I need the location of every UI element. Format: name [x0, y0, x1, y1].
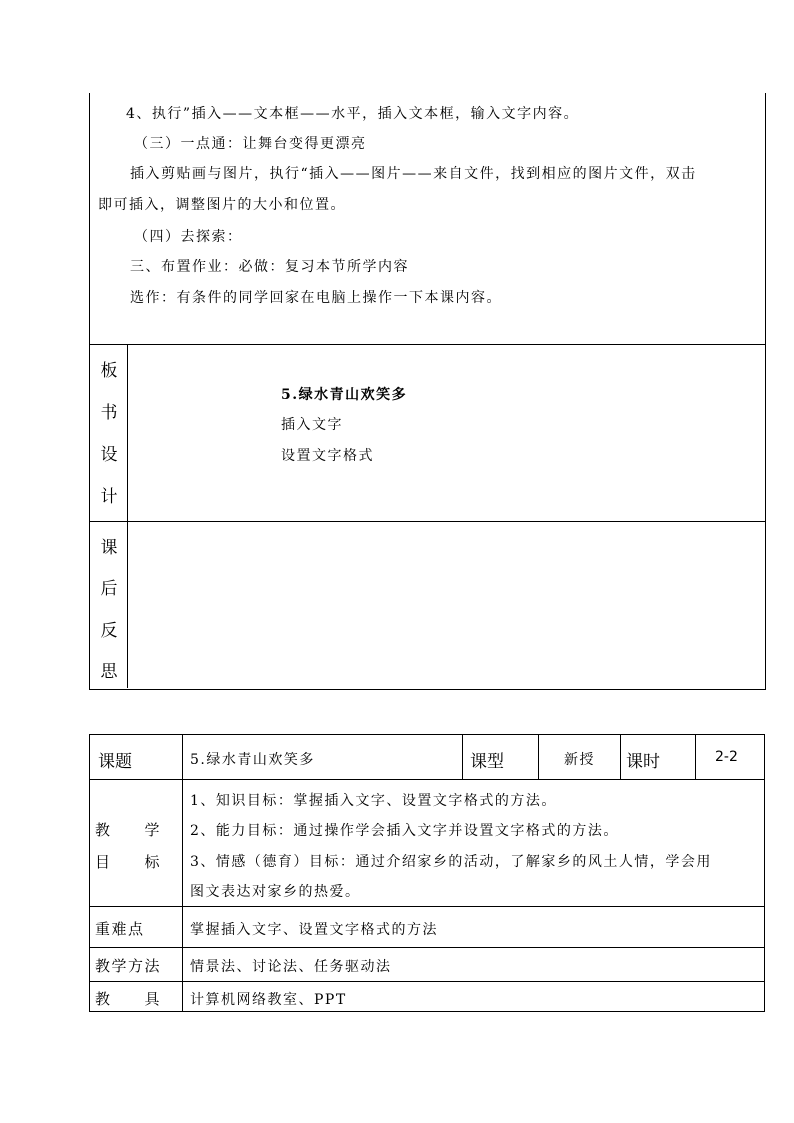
- key-points-label: 重难点: [95, 920, 145, 938]
- topic-label: 课题: [98, 752, 132, 772]
- teaching-process-cell: [90, 93, 765, 345]
- board-design-item: 插入文字: [281, 417, 343, 433]
- process-line-5: （四）去探索：: [134, 229, 243, 245]
- column-divider: [620, 735, 621, 779]
- topic-value: 5.绿水青山欢笑多: [190, 752, 315, 768]
- method-label: 教学方法: [95, 957, 162, 975]
- goal-line: 3、情感（德育）目标：通过介绍家乡的活动，了解家乡的风土人情，学会用: [190, 854, 712, 870]
- goal-line: 1、知识目标：掌握插入文字、设置文字格式的方法。: [190, 793, 557, 809]
- reflection-label-char: 后: [100, 579, 118, 599]
- process-line-6: 三、布置作业：必做：复习本节所学内容: [130, 259, 409, 275]
- goals-label-line-1: 教 学: [95, 821, 162, 839]
- process-line-7: 选作：有条件的同学回家在电脑上操作一下本课内容。: [130, 290, 502, 306]
- type-value: 新授: [564, 752, 595, 768]
- board-label-char: 书: [100, 403, 118, 423]
- reflection-label-char: 反: [100, 621, 118, 641]
- type-label: 课型: [470, 752, 504, 772]
- tools-value: 计算机网络教室、PPT: [190, 992, 347, 1008]
- board-design-label: [90, 345, 128, 522]
- goal-line: 2、能力目标：通过操作学会插入文字并设置文字格式的方法。: [190, 823, 619, 839]
- row-divider: [90, 947, 764, 948]
- board-label-char: 计: [100, 487, 118, 507]
- board-design-item: 设置文字格式: [281, 448, 374, 464]
- method-value: 情景法、讨论法、任务驱动法: [190, 959, 392, 975]
- board-label-char: 设: [100, 445, 118, 465]
- board-design-title: 5.绿水青山欢笑多: [281, 387, 408, 403]
- column-divider: [462, 735, 463, 779]
- reflection-label-char: 课: [100, 538, 118, 558]
- reflection-label-char: 思: [100, 662, 118, 682]
- lesson-plan-continued-table: [89, 93, 766, 690]
- lesson-info-table: [89, 734, 765, 1012]
- column-divider: [538, 735, 539, 779]
- process-line-4: 即可插入，调整图片的大小和位置。: [98, 197, 346, 213]
- tools-label: 教 具: [95, 990, 162, 1008]
- row-divider: [90, 779, 764, 780]
- row-divider: [90, 981, 764, 982]
- key-points-value: 掌握插入文字、设置文字格式的方法: [190, 922, 438, 938]
- row-divider: [90, 906, 764, 907]
- period-label: 课时: [626, 752, 660, 772]
- period-value: 2-2: [715, 749, 738, 765]
- process-line-3: 插入剪贴画与图片，执行“插入——图片——来自文件，找到相应的图片文件，双击: [130, 166, 697, 182]
- reflection-label: [90, 522, 128, 688]
- column-divider: [695, 735, 696, 779]
- row-divider: [90, 521, 765, 522]
- column-divider: [182, 735, 183, 1011]
- goal-line: 图文表达对家乡的热爱。: [190, 884, 361, 900]
- process-line-1: 4、执行”插入——文本框——水平，插入文本框，输入文字内容。: [126, 106, 580, 122]
- process-line-2: （三）一点通：让舞台变得更漂亮: [134, 136, 367, 152]
- goals-label-line-2: 目 标: [95, 853, 162, 871]
- board-label-char: 板: [100, 361, 118, 381]
